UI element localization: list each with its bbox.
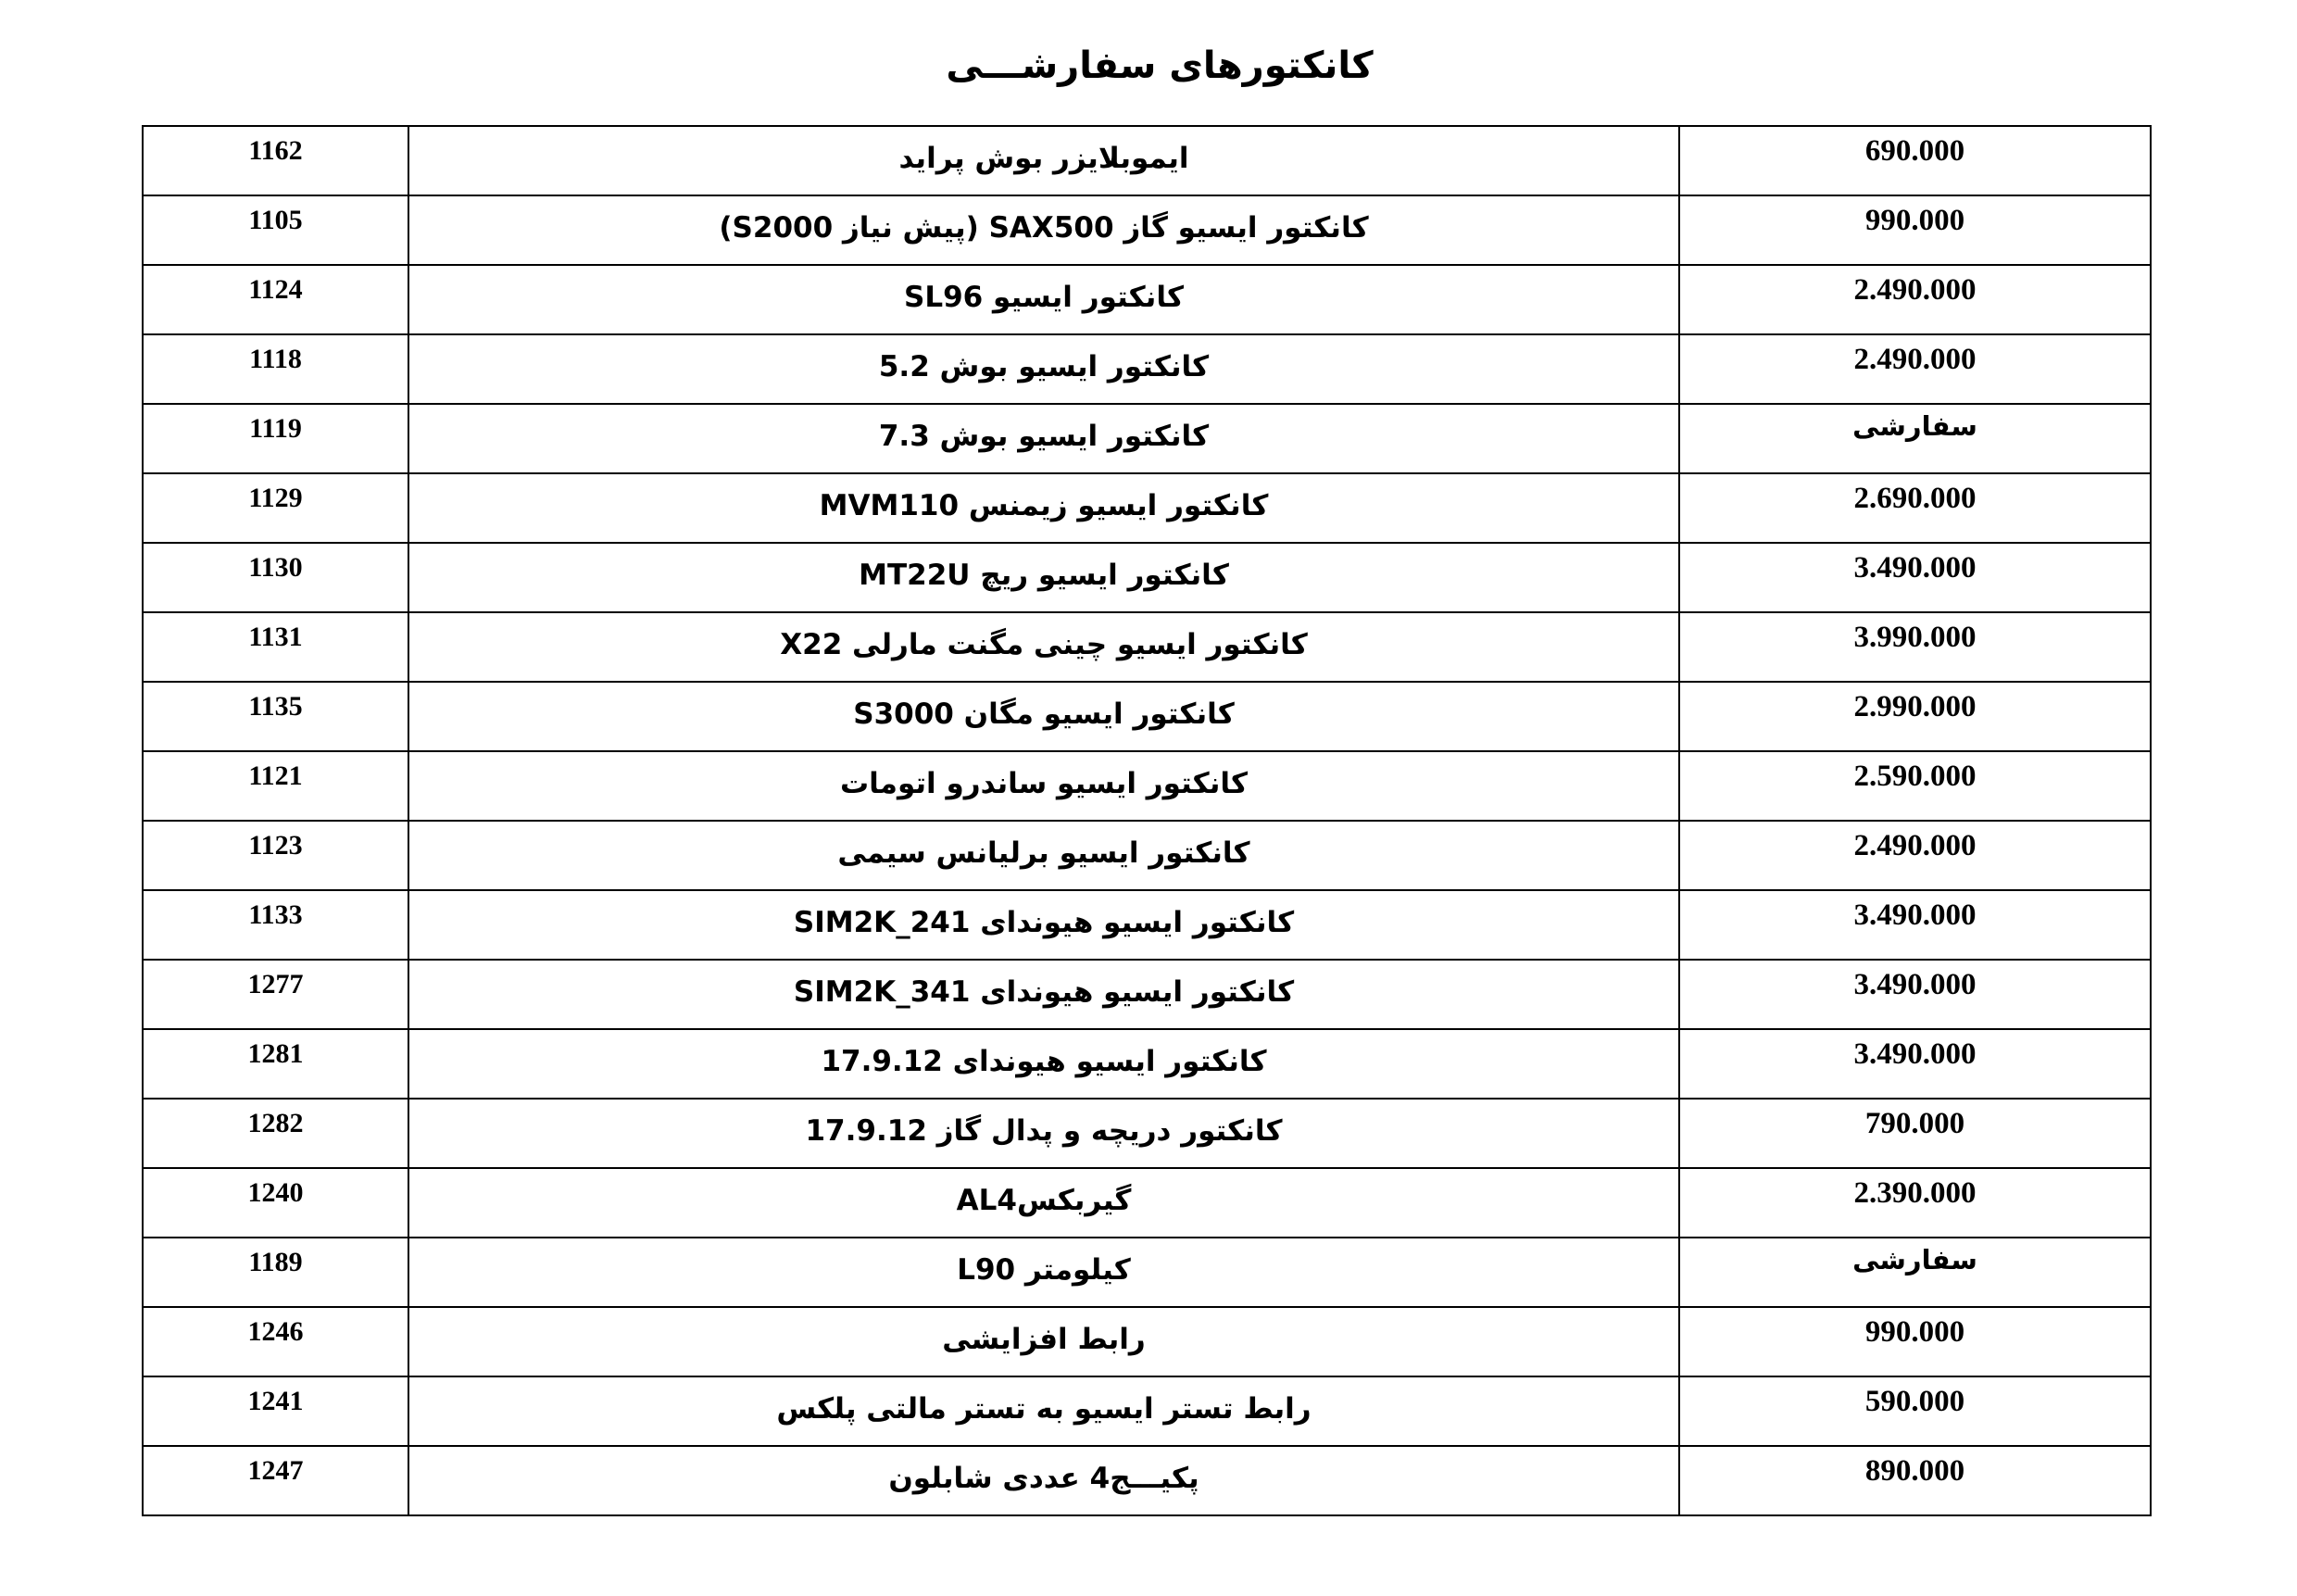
price-cell-inner	[1680, 683, 2150, 750]
product-name-cell-inner	[409, 127, 1678, 195]
product-name-cell	[408, 404, 1679, 473]
product-code: 1241	[247, 1386, 304, 1416]
price-value: 2.390.000	[1853, 1176, 1977, 1210]
price-value: 2.490.000	[1853, 829, 1977, 862]
price-cell	[1679, 890, 2151, 960]
price-value: 990.000	[1864, 1315, 1965, 1349]
product-code-cell	[143, 612, 408, 682]
product-name-cell-inner	[409, 1447, 1678, 1514]
table-row	[143, 1238, 2151, 1307]
product-code: 1162	[248, 135, 303, 166]
price-value: 3.490.000	[1853, 899, 1977, 932]
product-name: کانکتور ایسیو بوش 5.2	[878, 349, 1210, 383]
product-code-cell	[143, 334, 408, 404]
product-code-cell-inner	[144, 822, 408, 889]
product-name: کانکتور ایسیو ریچ MT22U	[859, 558, 1229, 592]
product-name-cell-inner	[409, 266, 1678, 333]
price-cell	[1679, 126, 2151, 195]
product-code: 1124	[248, 274, 303, 305]
product-name-cell	[408, 821, 1679, 890]
product-name-cell-inner	[409, 752, 1678, 820]
price-cell	[1679, 612, 2151, 682]
product-code-cell-inner	[144, 1238, 408, 1306]
product-name-cell	[408, 1307, 1679, 1376]
product-code: 1119	[249, 413, 302, 444]
table-row	[143, 1307, 2151, 1376]
price-cell-inner	[1680, 266, 2150, 333]
price-cell	[1679, 1168, 2151, 1238]
price-cell-inner	[1680, 196, 2150, 264]
table-row	[143, 473, 2151, 543]
price-cell	[1679, 1099, 2151, 1168]
product-code: 1131	[248, 622, 303, 652]
product-name: کانکتور ایسیو ساندرو اتومات	[839, 766, 1249, 800]
product-code: 1282	[247, 1108, 304, 1138]
product-name: کانکتور ایسیو بوش 7.3	[878, 419, 1210, 453]
price-cell-inner	[1680, 1030, 2150, 1098]
table-row	[143, 1446, 2151, 1515]
product-name: کانکتور ایسیو گاز SAX500 (پیش نیاز S2000)	[719, 210, 1369, 245]
product-name: پکیـــج4 عددی شابلون	[888, 1461, 1199, 1495]
product-name: کانکتور ایسیو مگان S3000	[853, 697, 1235, 731]
product-code-cell	[143, 1446, 408, 1515]
table-row	[143, 1168, 2151, 1238]
product-name-cell-inner	[409, 1308, 1678, 1376]
table-row	[143, 682, 2151, 751]
product-name-cell	[408, 960, 1679, 1029]
product-name: کانکتور ایسیو چینی مگنت مارلی X22	[780, 627, 1308, 661]
price-cell-inner	[1680, 405, 2150, 472]
price-cell	[1679, 404, 2151, 473]
price-cell-inner	[1680, 1308, 2150, 1376]
product-name-cell-inner	[409, 1238, 1678, 1306]
price-value: 3.490.000	[1853, 968, 1977, 1001]
table-row	[143, 404, 2151, 473]
product-code-cell-inner	[144, 961, 408, 1028]
price-value: 590.000	[1864, 1385, 1965, 1418]
table-row	[143, 1099, 2151, 1168]
price-cell-inner	[1680, 961, 2150, 1028]
price-cell-inner	[1680, 474, 2150, 542]
price-cell-inner	[1680, 1238, 2150, 1306]
table-row	[143, 334, 2151, 404]
price-cell-inner	[1680, 822, 2150, 889]
product-code-cell-inner	[144, 683, 408, 750]
product-code-cell-inner	[144, 1308, 408, 1376]
price-cell	[1679, 1307, 2151, 1376]
product-code-cell-inner	[144, 1447, 408, 1514]
pricelist-table-body	[143, 126, 2151, 1515]
product-name: کانکتور ایسیو هیوندای SIM2K_341	[793, 974, 1295, 1009]
product-code-cell	[143, 1168, 408, 1238]
product-code: 1240	[247, 1177, 304, 1208]
product-name-cell-inner	[409, 1030, 1678, 1098]
table-row	[143, 960, 2151, 1029]
product-code: 1189	[248, 1247, 303, 1277]
product-name-cell	[408, 612, 1679, 682]
price-cell	[1679, 960, 2151, 1029]
table-row	[143, 890, 2151, 960]
price-cell	[1679, 265, 2151, 334]
product-code-cell	[143, 1307, 408, 1376]
product-name-cell	[408, 1029, 1679, 1099]
table-row	[143, 543, 2151, 612]
price-value: 2.490.000	[1853, 273, 1977, 307]
price-cell-inner	[1680, 1447, 2150, 1514]
product-code: 1246	[247, 1316, 304, 1347]
product-code-cell	[143, 1029, 408, 1099]
pricelist-table	[142, 125, 2152, 1516]
product-code-cell-inner	[144, 891, 408, 959]
product-name: کانکتور ایسیو هیوندای SIM2K_241	[793, 905, 1295, 939]
product-name-cell	[408, 1168, 1679, 1238]
price-cell-inner	[1680, 1100, 2150, 1167]
product-name-cell-inner	[409, 683, 1678, 750]
price-value: 3.490.000	[1853, 1037, 1977, 1071]
product-code: 1247	[247, 1455, 304, 1486]
table-row	[143, 1376, 2151, 1446]
price-value: 2.490.000	[1853, 343, 1977, 376]
price-cell	[1679, 1029, 2151, 1099]
product-code-cell-inner	[144, 127, 408, 195]
product-code-cell	[143, 1099, 408, 1168]
price-cell	[1679, 195, 2151, 265]
product-code: 1129	[248, 483, 303, 513]
product-code-cell-inner	[144, 1100, 408, 1167]
product-code-cell	[143, 473, 408, 543]
product-name-cell	[408, 473, 1679, 543]
product-code-cell	[143, 265, 408, 334]
price-cell	[1679, 334, 2151, 404]
product-name-cell-inner	[409, 196, 1678, 264]
product-code: 1281	[247, 1038, 304, 1069]
price-custom-label: سفارشی	[1852, 1244, 1977, 1276]
product-code-cell-inner	[144, 1169, 408, 1237]
product-code-cell-inner	[144, 405, 408, 472]
product-name-cell-inner	[409, 822, 1678, 889]
price-cell-inner	[1680, 544, 2150, 611]
product-code-cell	[143, 1238, 408, 1307]
pricelist-table-container	[144, 125, 2152, 1516]
table-row	[143, 612, 2151, 682]
price-cell-inner	[1680, 1169, 2150, 1237]
product-name: کانکتور ایسیو برلیانس سیمی	[837, 836, 1250, 870]
price-custom-label: سفارشی	[1852, 410, 1977, 442]
product-code-cell-inner	[144, 544, 408, 611]
product-name-cell	[408, 751, 1679, 821]
product-code-cell	[143, 1376, 408, 1446]
product-code-cell	[143, 404, 408, 473]
product-name-cell	[408, 1376, 1679, 1446]
product-code-cell-inner	[144, 335, 408, 403]
product-name: کانکتور دریچه و پدال گاز 17.9.12	[805, 1113, 1283, 1148]
title-band	[0, 37, 2297, 94]
product-name-cell	[408, 1446, 1679, 1515]
table-row	[143, 751, 2151, 821]
price-cell	[1679, 543, 2151, 612]
price-cell-inner	[1680, 752, 2150, 820]
table-row	[143, 126, 2151, 195]
price-cell	[1679, 473, 2151, 543]
price-cell	[1679, 751, 2151, 821]
price-value: 890.000	[1864, 1454, 1965, 1488]
product-code-cell-inner	[144, 613, 408, 681]
price-value: 2.990.000	[1853, 690, 1977, 723]
product-code-cell	[143, 126, 408, 195]
price-cell-inner	[1680, 1377, 2150, 1445]
product-name-cell-inner	[409, 613, 1678, 681]
product-code: 1277	[247, 969, 304, 999]
price-cell-inner	[1680, 613, 2150, 681]
product-code-cell	[143, 890, 408, 960]
product-code: 1133	[248, 899, 303, 930]
price-cell-inner	[1680, 891, 2150, 959]
price-cell	[1679, 1446, 2151, 1515]
product-name: رابط افزایشی	[942, 1322, 1146, 1356]
product-code-cell-inner	[144, 196, 408, 264]
price-value: 3.990.000	[1853, 621, 1977, 654]
product-code-cell	[143, 195, 408, 265]
product-code-cell	[143, 751, 408, 821]
product-code: 1130	[248, 552, 303, 583]
price-value: 3.490.000	[1853, 551, 1977, 584]
product-name: رابط تستر ایسیو به تستر مالتی پلکس	[776, 1391, 1312, 1426]
price-value: 690.000	[1864, 134, 1965, 168]
price-cell-inner	[1680, 335, 2150, 403]
price-value: 2.590.000	[1853, 760, 1977, 793]
product-code-cell-inner	[144, 266, 408, 333]
product-code-cell	[143, 543, 408, 612]
product-code-cell-inner	[144, 1030, 408, 1098]
product-code: 1121	[248, 760, 303, 791]
table-row	[143, 821, 2151, 890]
product-name-cell	[408, 543, 1679, 612]
price-cell	[1679, 821, 2151, 890]
product-name-cell-inner	[409, 1100, 1678, 1167]
product-code-cell-inner	[144, 752, 408, 820]
product-name-cell	[408, 682, 1679, 751]
price-value: 2.690.000	[1853, 482, 1977, 515]
product-name-cell	[408, 126, 1679, 195]
product-name-cell	[408, 1238, 1679, 1307]
price-value: 790.000	[1864, 1107, 1965, 1140]
table-row	[143, 1029, 2151, 1099]
product-name-cell-inner	[409, 544, 1678, 611]
price-cell	[1679, 1376, 2151, 1446]
price-cell	[1679, 1238, 2151, 1307]
product-name-cell-inner	[409, 891, 1678, 959]
product-name-cell	[408, 265, 1679, 334]
product-code-cell	[143, 682, 408, 751]
product-code: 1105	[248, 205, 303, 235]
product-name-cell-inner	[409, 1377, 1678, 1445]
product-name-cell-inner	[409, 1169, 1678, 1237]
product-name-cell-inner	[409, 405, 1678, 472]
product-code: 1135	[248, 691, 303, 722]
product-code-cell	[143, 960, 408, 1029]
product-name-cell-inner	[409, 961, 1678, 1028]
page-title: کانکتورهای سفارشـــی	[946, 44, 1374, 87]
table-row	[143, 265, 2151, 334]
product-name-cell	[408, 334, 1679, 404]
price-cell	[1679, 682, 2151, 751]
product-name: کانکتور ایسیو هیوندای 17.9.12	[821, 1044, 1267, 1078]
product-code-cell-inner	[144, 1377, 408, 1445]
product-name: کیلومتر L90	[957, 1252, 1131, 1287]
price-cell-inner	[1680, 127, 2150, 195]
product-name-cell-inner	[409, 335, 1678, 403]
product-code-cell	[143, 821, 408, 890]
product-name-cell	[408, 195, 1679, 265]
product-code: 1118	[249, 344, 302, 374]
product-code: 1123	[248, 830, 303, 861]
product-name-cell-inner	[409, 474, 1678, 542]
product-name: گیربکسAL4	[956, 1183, 1132, 1217]
product-code-cell-inner	[144, 474, 408, 542]
price-value: 990.000	[1864, 204, 1965, 237]
product-name: کانکتور ایسیو زیمنس MVM110	[819, 488, 1269, 522]
product-name-cell	[408, 1099, 1679, 1168]
product-name: کانکتور ایسیو SL96	[904, 280, 1184, 314]
product-name: ایموبلایزر بوش پراید	[898, 141, 1189, 175]
product-name-cell	[408, 890, 1679, 960]
table-row	[143, 195, 2151, 265]
